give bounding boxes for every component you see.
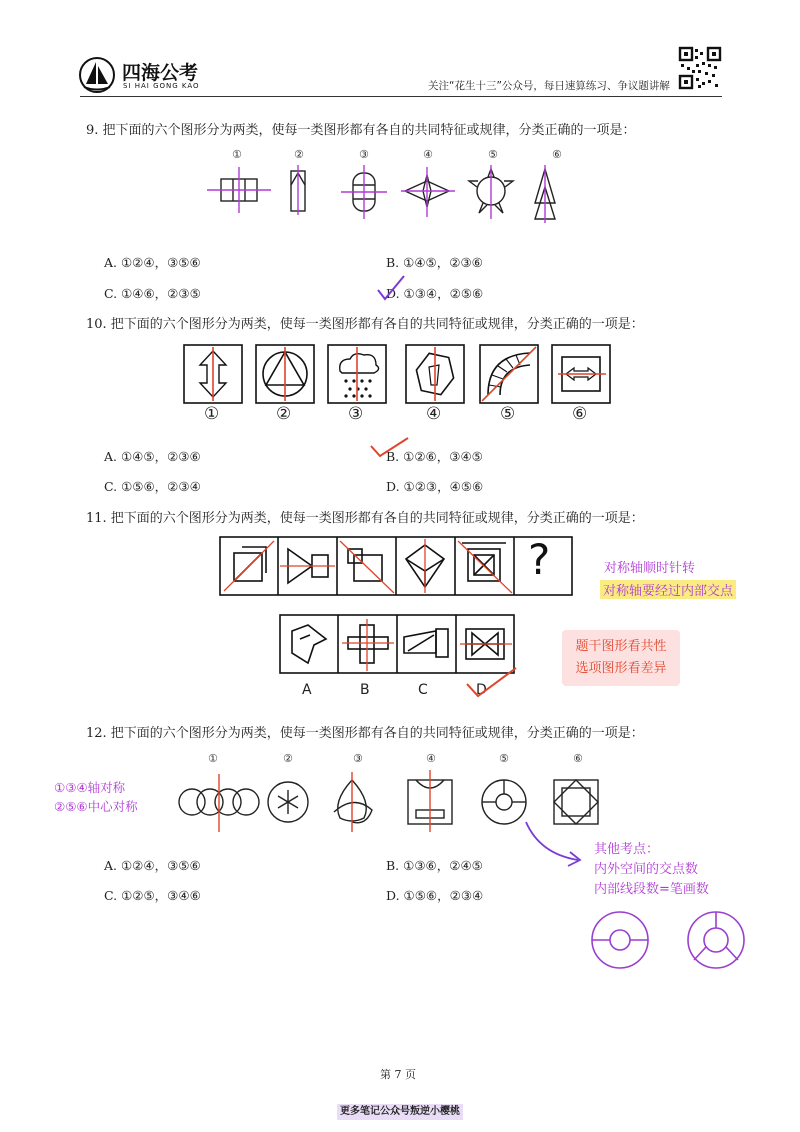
q10-label-4: ④ xyxy=(426,404,442,424)
q9-option-d[interactable]: D. ①③④，②⑤⑥ xyxy=(386,286,484,301)
q11-note-line2: 对称轴要经过内部交点 xyxy=(600,580,736,599)
q11-checkmark-icon xyxy=(464,664,520,700)
q9-option-c[interactable]: C. ①④⑥，②③⑤ xyxy=(104,286,201,301)
logo-name: 四海公考 xyxy=(122,62,199,84)
q9-label-4: ④ xyxy=(423,148,433,161)
q9-option-a[interactable]: A. ①②④，③⑤⑥ xyxy=(104,255,201,270)
q10-figure-row xyxy=(182,343,612,405)
q9-figure-row xyxy=(205,163,565,235)
q10-label-2: ② xyxy=(276,404,292,424)
header-rule xyxy=(80,96,722,97)
q10-label-3: ③ xyxy=(348,404,364,424)
q11-note-box-line2: 选项图形看差异 xyxy=(575,661,667,676)
logo xyxy=(78,56,228,94)
q12-note-other-title: 其他考点： xyxy=(594,842,660,857)
q9-label-5: ⑤ xyxy=(488,148,498,161)
q10-label-1: ① xyxy=(204,404,220,424)
q12-label-3: ③ xyxy=(353,752,363,765)
q11-question-mark: ? xyxy=(528,535,551,584)
q9-checkmark-icon xyxy=(374,274,408,302)
q12-label-2: ② xyxy=(283,752,293,765)
q11-choice-b[interactable]: B xyxy=(360,682,370,698)
q10-option-b[interactable]: B. ①②⑥，③④⑤ xyxy=(386,449,483,464)
q11-choice-d[interactable]: D xyxy=(476,682,487,698)
q11-stem-figures xyxy=(218,535,574,597)
q12-note-left1: ①③④轴对称 xyxy=(54,780,126,795)
q12-sketch-rings xyxy=(586,904,756,976)
q11-choice-c[interactable]: C xyxy=(418,682,428,698)
q12-pointer-arrow-icon xyxy=(520,818,590,870)
q12-option-a[interactable]: A. ①②④，③⑤⑥ xyxy=(104,858,201,873)
q11-note-box xyxy=(562,630,680,686)
qr-code-icon xyxy=(678,46,722,90)
q12-label-5: ⑤ xyxy=(499,752,509,765)
logo-pinyin: SI HAI GONG KAO xyxy=(123,82,200,90)
q9-label-1: ① xyxy=(232,148,242,161)
q10-option-d[interactable]: D. ①②③，④⑤⑥ xyxy=(386,479,484,494)
q12-label-6: ⑥ xyxy=(573,752,583,765)
q9-option-b[interactable]: B. ①④⑤，②③⑥ xyxy=(386,255,483,270)
q9-label-2: ② xyxy=(294,148,304,161)
footer-banner: 更多笔记公众号叛逆小樱桃 xyxy=(337,1104,463,1120)
q9-stem: 9. 把下面的六个图形分为两类，使每一类图形都有各自的共同特征或规律，分类正确的一项是： xyxy=(86,123,636,138)
q12-option-c[interactable]: C. ①②⑤，③④⑥ xyxy=(104,888,201,903)
q11-note-box-line1: 题干图形看共性 xyxy=(575,639,667,654)
q12-note-left2: ②⑤⑥中心对称 xyxy=(54,799,138,814)
q10-label-6: ⑥ xyxy=(572,404,588,424)
q12-label-4: ④ xyxy=(426,752,436,765)
q12-stem: 12. 把下面的六个图形分为两类，使每一类图形都有各自的共同特征或规律，分类正确的一项是： xyxy=(86,726,644,741)
q10-checkmark-icon xyxy=(368,434,412,460)
q12-note-other-1: 内外空间的交点数 xyxy=(594,862,699,877)
page-number: 第 7 页 xyxy=(380,1068,416,1081)
q12-label-1: ① xyxy=(208,752,218,765)
header-slogan: 关注“花生十三”公众号，每日速算练习、争议题讲解 xyxy=(428,80,670,92)
q10-label-5: ⑤ xyxy=(500,404,516,424)
q12-note-other-2: 内部线段数=笔画数 xyxy=(594,882,709,897)
q11-stem: 11. 把下面的六个图形分为两类，使每一类图形都有各自的共同特征或规律，分类正确的一项是： xyxy=(86,511,644,526)
q10-option-c[interactable]: C. ①⑤⑥，②③④ xyxy=(104,479,201,494)
q10-option-a[interactable]: A. ①④⑤，②③⑥ xyxy=(104,449,201,464)
q9-label-6: ⑥ xyxy=(552,148,562,161)
q12-option-d[interactable]: D. ①⑤⑥，②③④ xyxy=(386,888,484,903)
sailboat-logo-icon xyxy=(78,56,116,94)
q12-option-b[interactable]: B. ①③⑥，②④⑤ xyxy=(386,858,483,873)
q10-stem: 10. 把下面的六个图形分为两类，使每一类图形都有各自的共同特征或规律，分类正确的一项是： xyxy=(86,317,644,332)
q11-note-line1: 对称轴顺时针转 xyxy=(604,561,696,576)
q11-choice-a[interactable]: A xyxy=(302,682,312,698)
q9-label-3: ③ xyxy=(359,148,369,161)
